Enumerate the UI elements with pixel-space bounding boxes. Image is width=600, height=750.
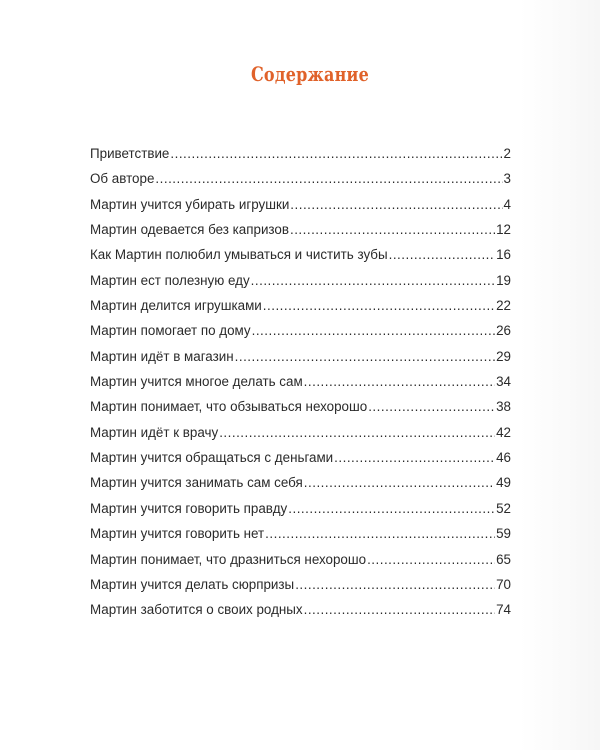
toc-entry-title: Мартин ест полезную еду (90, 272, 250, 288)
toc-entry-title: Мартин понимает, что дразниться нехорошо (90, 551, 367, 567)
toc-entry (90, 222, 511, 247)
toc-entry (90, 171, 511, 196)
toc-entry (90, 349, 511, 374)
toc-entry-title: Мартин учится говорить нет (90, 526, 265, 542)
toc-entry (90, 323, 511, 348)
toc-entry (90, 197, 511, 222)
table-of-contents (90, 146, 511, 628)
toc-entry-page: 49 (496, 475, 511, 491)
dot-leader (288, 501, 495, 516)
toc-entry-title: Мартин делится игрушками (90, 298, 262, 314)
toc-entry-title: Мартин помогает по дому (90, 323, 251, 339)
page-title: Содержание (250, 62, 370, 86)
dot-leader (155, 171, 502, 186)
toc-entry-title: Мартин учится делать сюрпризы (90, 576, 295, 592)
toc-entry-page: 46 (496, 450, 511, 466)
toc-entry-page: 22 (496, 298, 511, 314)
toc-entry (90, 247, 511, 272)
toc-entry (90, 425, 511, 450)
toc-entry-page: 2 (503, 146, 511, 161)
toc-entry-page: 26 (496, 323, 511, 339)
dot-leader (304, 374, 495, 389)
dot-leader (389, 247, 495, 262)
toc-entry-page: 70 (496, 576, 511, 592)
dot-leader (295, 577, 495, 592)
toc-entry-page: 4 (503, 196, 511, 212)
toc-entry (90, 298, 511, 323)
dot-leader (290, 197, 502, 212)
toc-entry-title: Приветствие (90, 146, 170, 161)
toc-entry-page: 12 (496, 222, 511, 238)
dot-leader (367, 552, 495, 567)
toc-entry-page: 19 (496, 272, 511, 288)
toc-entry (90, 577, 511, 602)
dot-leader (304, 475, 495, 490)
toc-entry (90, 374, 511, 399)
toc-entry (90, 526, 511, 551)
toc-entry-page: 3 (503, 171, 511, 187)
toc-entry-page: 65 (496, 551, 511, 567)
toc-entry (90, 602, 511, 627)
dot-leader (263, 298, 495, 313)
dot-leader (251, 273, 495, 288)
dot-leader (334, 450, 495, 465)
dot-leader (368, 399, 495, 414)
dot-leader (265, 526, 495, 541)
dot-leader (235, 349, 495, 364)
toc-entry-page: 52 (496, 500, 511, 516)
toc-entry-title: Мартин заботится о своих родных (90, 602, 303, 618)
toc-entry-title: Как Мартин полюбил умываться и чистить зубы (90, 247, 388, 263)
page-edge-shadow (520, 0, 600, 750)
toc-entry-title: Мартин учится обращаться с деньгами (90, 450, 334, 466)
toc-entry-title: Об авторе (90, 171, 155, 187)
toc-entry-title: Мартин одевается без капризов (90, 222, 289, 238)
toc-entry-title: Мартин идёт к врачу (90, 424, 219, 440)
toc-entry-page: 16 (496, 247, 511, 263)
dot-leader (170, 146, 502, 161)
dot-leader (304, 602, 495, 617)
toc-entry (90, 450, 511, 475)
dot-leader (252, 323, 495, 338)
dot-leader (219, 425, 495, 440)
toc-entry (90, 501, 511, 526)
toc-entry-title: Мартин учится убирать игрушки (90, 196, 290, 212)
toc-entry-page: 38 (496, 399, 511, 415)
toc-entry-title: Мартин идёт в магазин (90, 348, 234, 364)
toc-entry-title: Мартин учится занимать сам себя (90, 475, 303, 491)
toc-entry (90, 552, 511, 577)
toc-entry (90, 399, 511, 424)
toc-entry (90, 146, 511, 171)
toc-entry-title: Мартин учится говорить правду (90, 500, 288, 516)
toc-entry-page: 74 (496, 602, 511, 618)
dot-leader (290, 222, 495, 237)
toc-entry-page: 34 (496, 374, 511, 390)
toc-entry (90, 475, 511, 500)
toc-entry-page: 59 (496, 526, 511, 542)
toc-entry-page: 42 (496, 424, 511, 440)
toc-entry-title: Мартин понимает, что обзываться нехорошо (90, 399, 368, 415)
toc-entry (90, 273, 511, 298)
toc-entry-title: Мартин учится многое делать сам (90, 374, 303, 390)
toc-entry-page: 29 (496, 348, 511, 364)
